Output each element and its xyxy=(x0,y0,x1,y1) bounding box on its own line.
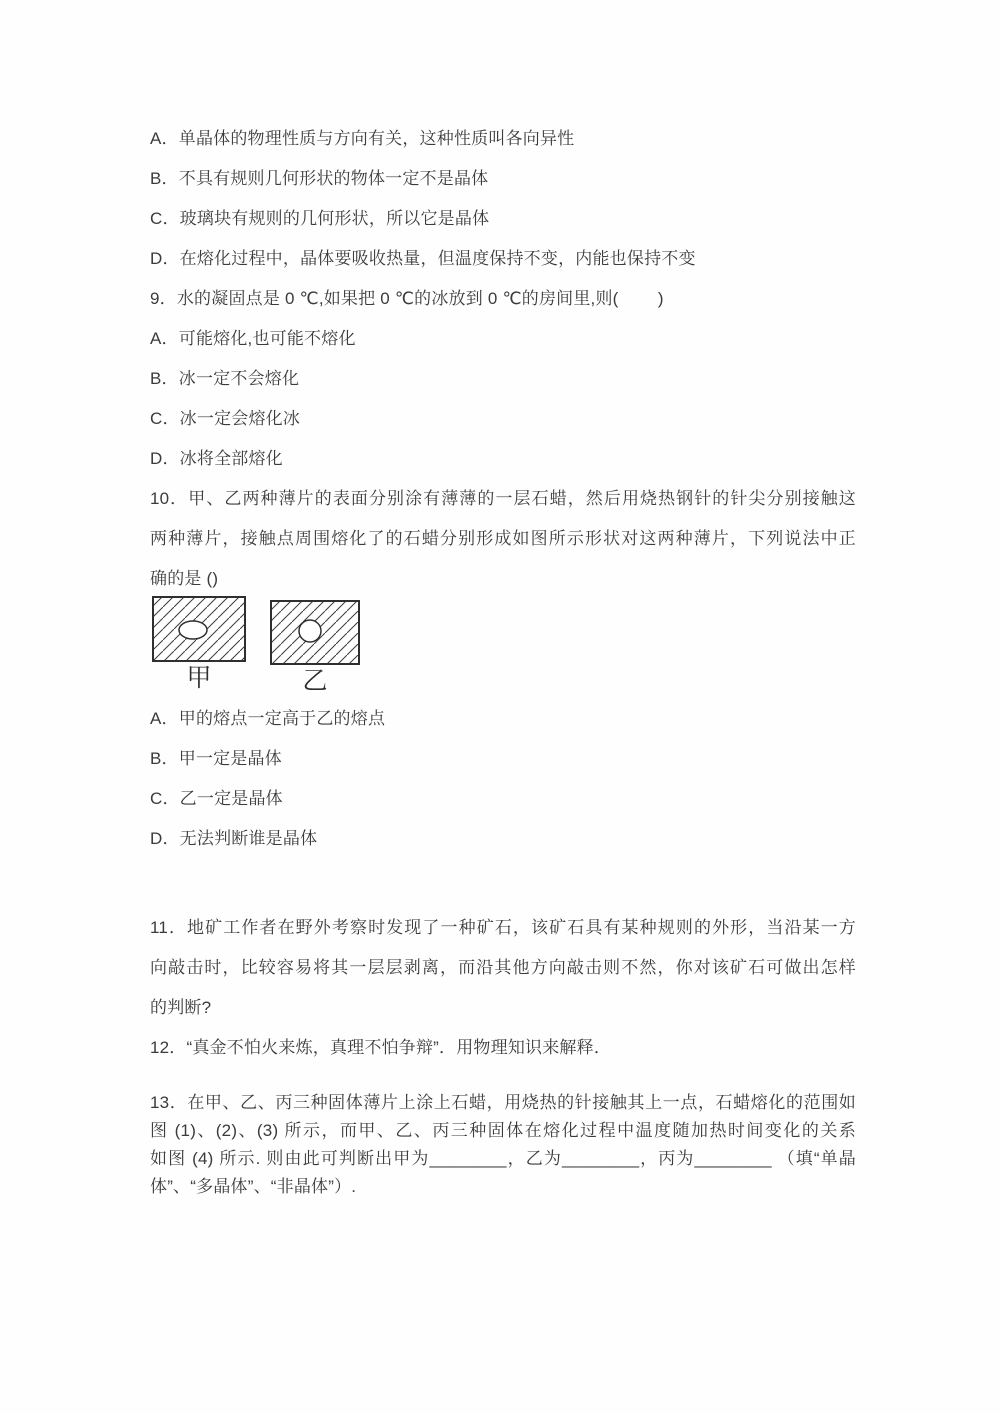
q10-option-b: B．甲一定是晶体 xyxy=(150,749,282,768)
worksheet-content xyxy=(150,128,856,1204)
q13-stem-line-4: 体”、“多晶体”、“非晶体”）. xyxy=(150,1177,357,1196)
hatched-plate-ellipse-figure xyxy=(152,596,246,662)
q11-stem-line-1: 11．地矿工作者在野外考察时发现了一种矿石，该矿石具有某种规则的外形，当沿某一方 xyxy=(150,918,856,937)
q10-option-d: D．无法判断谁是晶体 xyxy=(150,829,318,848)
q9-option-c: C．冰一定会熔化冰 xyxy=(150,409,301,428)
section-gap xyxy=(150,1077,856,1092)
q10-stem-line-2: 两种薄片，接触点周围熔化了的石蜡分别形成如图所示形状对这两种薄片，下列说法中正 xyxy=(150,529,856,548)
q9-stem: 9．水的凝固点是 0 ℃,如果把 0 ℃的冰放到 0 ℃的房间里,则( ) xyxy=(150,289,664,308)
q11-stem-line-2: 向敲击时，比较容易将其一层层剥离，而沿其他方向敲击则不然，你对该矿石可做出怎样 xyxy=(150,958,856,977)
q8-option-a: A．单晶体的物理性质与方向有关，这种性质叫各向异性 xyxy=(150,129,575,148)
q13-stem-line-1: 13．在甲、乙、丙三种固体薄片上涂上石蜡，用烧热的针接触其上一点，石蜡熔化的范围如 xyxy=(150,1093,856,1112)
q13-stem-line-3: 如图 (4) 所示. 则由此可判断出甲为________，乙为________，丙为________ （填“单晶 xyxy=(150,1149,856,1168)
q10-stem-line-1: 10．甲、乙两种薄片的表面分别涂有薄薄的一层石蜡，然后用烧热钢针的针尖分别接触这 xyxy=(150,489,856,508)
q8-option-d: D．在熔化过程中，晶体要吸收热量，但温度保持不变，内能也保持不变 xyxy=(150,249,696,268)
q11-stem-line-3: 的判断? xyxy=(150,998,212,1017)
figure-label-jia: 甲 xyxy=(186,664,212,692)
section-gap xyxy=(150,868,856,917)
hatched-plate-circle-figure xyxy=(270,600,360,665)
q9-option-d: D．冰将全部熔化 xyxy=(150,449,283,468)
q8-option-b: B．不具有规则几何形状的物体一定不是晶体 xyxy=(150,169,489,188)
q13-stem-line-2: 图 (1)、(2)、(3) 所示，而甲、乙、丙三种固体在熔化过程中温度随加热时间变化的关系 xyxy=(150,1121,856,1140)
q10-figure-plate-jia xyxy=(152,596,246,692)
q10-option-a: A．甲的熔点一定高于乙的熔点 xyxy=(150,709,386,728)
q12-stem: 12．“真金不怕火来炼，真理不怕争辩”．用物理知识来解释． xyxy=(150,1038,612,1057)
figure-label-yi: 乙 xyxy=(302,667,328,695)
q10-option-c: C．乙一定是晶体 xyxy=(150,789,283,808)
q8-option-c: C．玻璃块有规则的几何形状，所以它是晶体 xyxy=(150,209,490,228)
q9-option-b: B．冰一定不会熔化 xyxy=(150,369,300,388)
q9-option-a: A．可能熔化,也可能不熔化 xyxy=(150,329,356,348)
q10-stem-line-3: 确的是 () xyxy=(150,569,219,588)
q10-figure xyxy=(152,596,856,696)
q10-figure-plate-yi xyxy=(270,600,360,695)
